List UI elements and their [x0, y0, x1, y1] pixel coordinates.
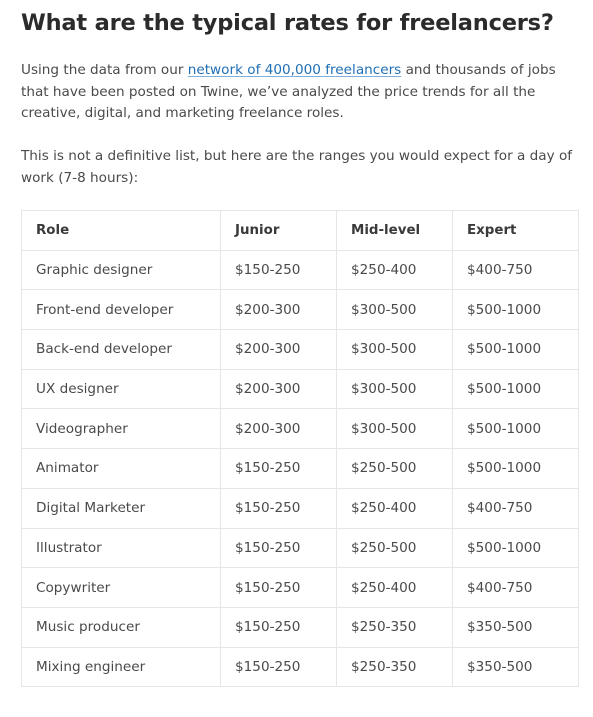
rate-cell-expert: $500-1000 [453, 449, 579, 489]
rates-table [21, 210, 579, 687]
freelancer-network-link[interactable]: network of 400,000 freelancers [187, 62, 402, 78]
rate-cell-mid-level: $300-500 [337, 409, 453, 449]
table-row [22, 488, 579, 528]
table-row [22, 369, 579, 409]
rate-cell-expert: $500-1000 [453, 409, 579, 449]
note-paragraph: This is not a definitive list, but here are the ranges you would expect for a day of work (7-8 hours): [21, 148, 573, 186]
column-header-mid-level: Mid-level [337, 211, 453, 251]
table-row [22, 647, 579, 687]
rate-cell-expert: $350-500 [453, 647, 579, 687]
rate-cell-junior: $150-250 [221, 607, 337, 647]
intro-text-before-link: Using the data from our [21, 62, 188, 78]
table-row [22, 330, 579, 370]
role-cell: Animator [22, 449, 221, 489]
role-cell: UX designer [22, 369, 221, 409]
rate-cell-expert: $500-1000 [453, 369, 579, 409]
rate-cell-mid-level: $250-500 [337, 449, 453, 489]
role-cell: Copywriter [22, 568, 221, 608]
rate-cell-expert: $350-500 [453, 607, 579, 647]
rate-cell-expert: $400-750 [453, 488, 579, 528]
table-row [22, 250, 579, 290]
rate-cell-mid-level: $300-500 [337, 369, 453, 409]
rate-cell-expert: $500-1000 [453, 290, 579, 330]
rate-cell-expert: $400-750 [453, 250, 579, 290]
role-cell: Videographer [22, 409, 221, 449]
role-cell: Back-end developer [22, 330, 221, 370]
rate-cell-mid-level: $300-500 [337, 290, 453, 330]
column-header-junior: Junior [221, 211, 337, 251]
intro-text-after-link: and thousands of jobs that have been posted on Twine, we’ve analyzed the price trends for all the creative, digital, and marketing freelance roles. [21, 62, 556, 121]
role-cell: Music producer [22, 607, 221, 647]
rate-cell-junior: $150-250 [221, 528, 337, 568]
role-cell: Illustrator [22, 528, 221, 568]
table-row [22, 290, 579, 330]
rate-cell-junior: $200-300 [221, 369, 337, 409]
table-row [22, 409, 579, 449]
rate-cell-mid-level: $250-400 [337, 488, 453, 528]
rate-cell-junior: $150-250 [221, 488, 337, 528]
rate-cell-mid-level: $250-500 [337, 528, 453, 568]
table-header-row [22, 211, 579, 251]
rate-cell-junior: $150-250 [221, 449, 337, 489]
table-row [22, 528, 579, 568]
table-body [22, 250, 579, 687]
rate-cell-mid-level: $250-350 [337, 607, 453, 647]
rate-cell-mid-level: $300-500 [337, 330, 453, 370]
table-row [22, 449, 579, 489]
rate-cell-junior: $200-300 [221, 330, 337, 370]
rate-cell-expert: $500-1000 [453, 528, 579, 568]
rate-cell-mid-level: $250-350 [337, 647, 453, 687]
table-row [22, 568, 579, 608]
role-cell: Front-end developer [22, 290, 221, 330]
column-header-role: Role [22, 211, 221, 251]
table-row [22, 607, 579, 647]
intro-paragraph [21, 60, 577, 125]
role-cell: Mixing engineer [22, 647, 221, 687]
rate-cell-junior: $150-250 [221, 568, 337, 608]
rate-cell-mid-level: $250-400 [337, 568, 453, 608]
rate-cell-junior: $200-300 [221, 290, 337, 330]
section-heading: What are the typical rates for freelancers? [21, 10, 554, 36]
role-cell: Digital Marketer [22, 488, 221, 528]
column-header-expert: Expert [453, 211, 579, 251]
rate-cell-expert: $400-750 [453, 568, 579, 608]
rate-cell-mid-level: $250-400 [337, 250, 453, 290]
rate-cell-junior: $150-250 [221, 647, 337, 687]
role-cell: Graphic designer [22, 250, 221, 290]
rate-cell-junior: $150-250 [221, 250, 337, 290]
rate-cell-expert: $500-1000 [453, 330, 579, 370]
rate-cell-junior: $200-300 [221, 409, 337, 449]
